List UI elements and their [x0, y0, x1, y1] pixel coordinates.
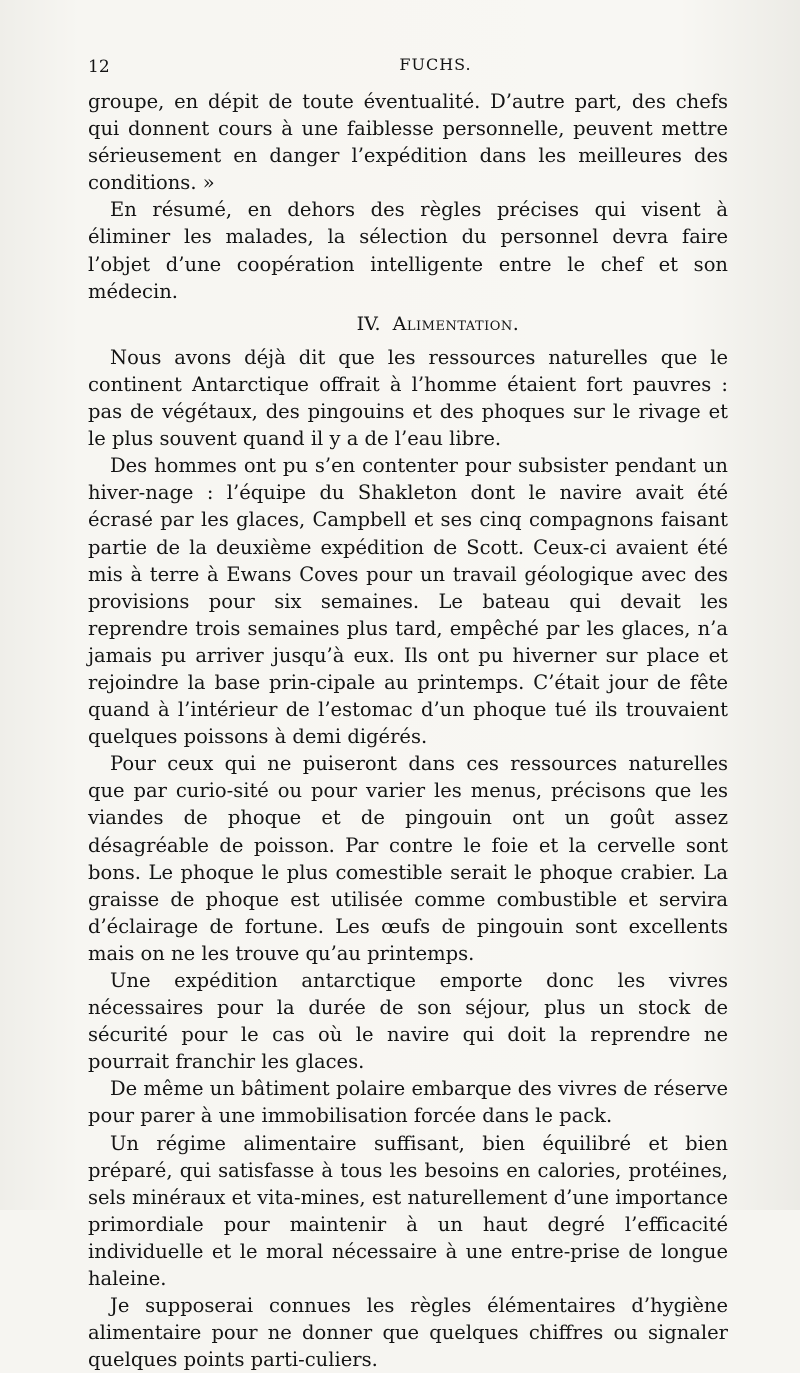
paragraph: Je supposerai connues les règles élémentaires d’hygiène alimentaire pour ne donner que quelques chiffres ou signaler quelques points parti-culiers.: [88, 1294, 728, 1372]
running-head: FUCHS.: [399, 55, 472, 74]
section-number: IV.: [356, 312, 381, 335]
paragraph: De même un bâtiment polaire embarque des vivres de réserve pour parer à une immobilisation forcée dans le pack.: [88, 1077, 728, 1128]
paragraph: Des hommes ont pu s’en contenter pour subsister pendant un hiver-nage : l’équipe du Shakleton dont le navire avait été écrasé par les glaces, Campbell et ses cinq compagnons faisant partie de la deuxième expédition de Scott. Ceux-ci avaient été mis à terre à Ewans Coves pour un travail géologique avec des provisions pour six semaines. Le bateau qui devait les reprendre trois semaines plus tard, empêché par les glaces, n’a jamais pu arriver jusqu’à eux. Ils ont pu hiverner sur place et rejoindre la base prin-cipale au printemps. C’était jour de fête quand à l’intérieur de l’estomac d’un phoque tué ils trouvaient quelques poissons à demi digérés.: [88, 454, 728, 749]
paragraph: Un régime alimentaire suffisant, bien équilibré et bien préparé, qui satisfasse à tous les besoins en calories, protéines, sels minéraux et vita-mines, est naturellement d’une importance primordiale pour maintenir à un haut degré l’efficacité individuelle et le moral nécessaire à une entre-prise de longue haleine.: [88, 1131, 728, 1291]
paragraph: groupe, en dépit de toute éventualité. D’autre part, des chefs qui donnent cours à une faiblesse personnelle, peuvent mettre sérieusement en danger l’expédition dans les meilleures des conditions. »: [88, 90, 728, 195]
section-title: Alimentation.: [392, 312, 520, 335]
paragraph: Une expédition antarctique emporte donc les vivres nécessaires pour la durée de son séjour, plus un stock de sécurité pour le cas où le navire qui doit la reprendre ne pourrait franchir les glaces.: [88, 969, 728, 1074]
paragraph: Nous avons déjà dit que les ressources naturelles que le continent Antarctique offrait à l’homme étaient fort pauvres : pas de végétaux, des pingouins et des phoques sur le rivage et le plus souvent quand il y a de l’eau libre.: [88, 345, 728, 451]
paragraph: En résumé, en dehors des règles précises qui visent à éliminer les malades, la sélection du personnel devra faire l’objet d’une coopération intelligente entre le chef et son médecin.: [88, 198, 728, 303]
body-text: [88, 88, 728, 1373]
page-header: [88, 55, 728, 81]
paragraph: Pour ceux qui ne puiseront dans ces ressources naturelles que par curio-sité ou pour varier les menus, précisons que les viandes de phoque et de pingouin ont un goût assez désagréable de poisson. Par contre le foie et la cervelle sont bons. Le phoque le plus comestible serait le phoque crabier. La graisse de phoque est utilisée comme combustible et servira d’éclairage de fortune. Les œufs de pingouin sont excellents mais on ne les trouve qu’au printemps.: [88, 752, 728, 965]
section-heading: [88, 311, 728, 338]
page-number: 12: [88, 57, 110, 77]
